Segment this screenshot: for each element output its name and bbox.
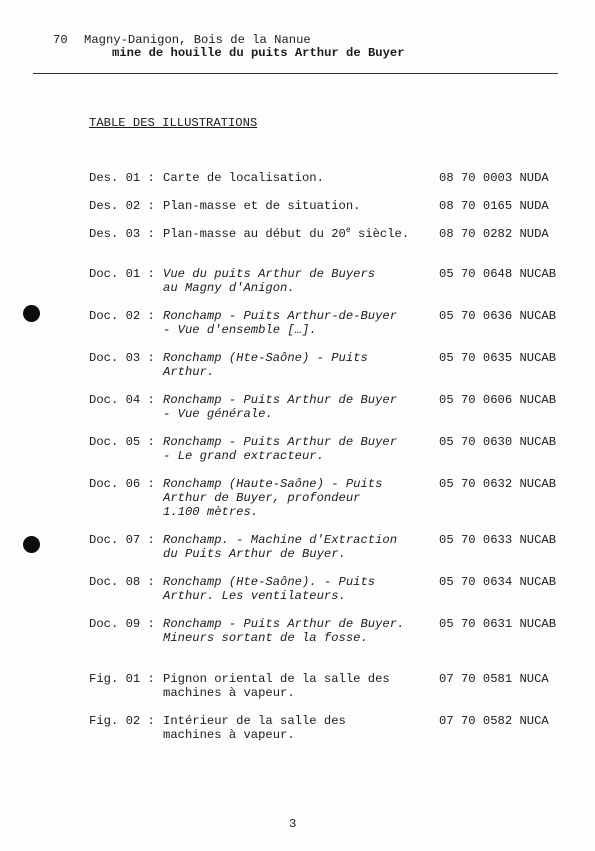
- entry-description-line: Arthur. Les ventilateurs.: [163, 589, 346, 603]
- section-title: TABLE DES ILLUSTRATIONS: [89, 116, 258, 130]
- page-number: 3: [289, 817, 297, 831]
- entry-description-line: Arthur de Buyer, profondeur: [163, 491, 361, 505]
- entry-reference: 05 70 0633 NUCAB: [439, 533, 557, 547]
- entry-description-line: Pignon oriental de la salle des: [163, 672, 390, 686]
- entry-description-line: Ronchamp - Puits Arthur de Buyer: [163, 393, 398, 407]
- superscript: e: [345, 225, 351, 235]
- hole-punch-mark-bottom: [23, 536, 40, 553]
- header-rule: [33, 73, 558, 74]
- entry-code: Fig. 01 :: [89, 672, 155, 686]
- entry-description-line: du Puits Arthur de Buyer.: [163, 547, 346, 561]
- entry-code: Doc. 09 :: [89, 617, 155, 631]
- entry-description-line: Ronchamp - Puits Arthur de Buyer: [163, 435, 398, 449]
- entry-description-line: Ronchamp - Puits Arthur-de-Buyer: [163, 309, 398, 323]
- entry-description: [163, 714, 346, 742]
- entry-reference: 08 70 0165 NUDA: [439, 199, 549, 213]
- entry-reference: 08 70 0282 NUDA: [439, 227, 549, 241]
- entry-description-line: Arthur.: [163, 365, 215, 379]
- entry-reference: 05 70 0648 NUCAB: [439, 267, 557, 281]
- entry-description: [163, 393, 397, 421]
- entry-description-line: Intérieur de la salle des: [163, 714, 346, 728]
- entry-description-line: au Magny d'Anigon.: [163, 281, 295, 295]
- entry-description: [163, 227, 409, 241]
- entry-description-line: Ronchamp - Puits Arthur de Buyer.: [163, 617, 405, 631]
- header-location: Magny-Danigon, Bois de la Nanue: [84, 33, 311, 47]
- entry-reference: 05 70 0632 NUCAB: [439, 477, 557, 491]
- entry-reference: 05 70 0635 NUCAB: [439, 351, 557, 365]
- entry-description: [163, 351, 368, 379]
- entry-code: Des. 01 :: [89, 171, 155, 185]
- header-page-ref: 70: [53, 33, 68, 47]
- entry-description: [163, 435, 397, 463]
- entry-description: [163, 533, 397, 561]
- entry-code: Fig. 02 :: [89, 714, 155, 728]
- entry-description-line: Ronchamp (Haute-Saône) - Puits: [163, 477, 383, 491]
- entry-description-line: - Le grand extracteur.: [163, 449, 324, 463]
- entry-reference: 07 70 0581 NUCA: [439, 672, 549, 686]
- entry-code: Doc. 01 :: [89, 267, 155, 281]
- entry-description-line: Plan-masse au début du 20e siècle.: [163, 225, 410, 241]
- entry-code: Des. 02 :: [89, 199, 155, 213]
- entry-reference: 05 70 0634 NUCAB: [439, 575, 557, 589]
- entry-reference: 05 70 0606 NUCAB: [439, 393, 557, 407]
- entry-description-line: machines à vapeur.: [163, 686, 295, 700]
- entry-description: [163, 477, 382, 519]
- entry-reference: 05 70 0636 NUCAB: [439, 309, 557, 323]
- entry-reference: 05 70 0630 NUCAB: [439, 435, 557, 449]
- header-title: mine de houille du puits Arthur de Buyer: [112, 46, 405, 60]
- entry-code: Doc. 03 :: [89, 351, 155, 365]
- entry-description: [163, 199, 360, 213]
- entry-reference: 08 70 0003 NUDA: [439, 171, 549, 185]
- entry-description-line: - Vue d'ensemble […].: [163, 323, 317, 337]
- entry-description: [163, 309, 397, 337]
- entry-code: Doc. 04 :: [89, 393, 155, 407]
- entry-code: Doc. 07 :: [89, 533, 155, 547]
- entry-description-line: Plan-masse et de situation.: [163, 199, 361, 213]
- entry-code: Des. 03 :: [89, 227, 155, 241]
- entry-code: Doc. 08 :: [89, 575, 155, 589]
- entry-description: [163, 575, 375, 603]
- entry-code: Doc. 05 :: [89, 435, 155, 449]
- entry-description: [163, 672, 390, 700]
- entry-description-line: Ronchamp. - Machine d'Extraction: [163, 533, 398, 547]
- entry-description: [163, 267, 375, 295]
- entry-description-line: 1.100 mètres.: [163, 505, 259, 519]
- entry-description-line: - Vue générale.: [163, 407, 273, 421]
- entry-description: [163, 171, 324, 185]
- entry-description-line: Carte de localisation.: [163, 171, 324, 185]
- entry-code: Doc. 02 :: [89, 309, 155, 323]
- entry-description-line: machines à vapeur.: [163, 728, 295, 742]
- entry-description: [163, 617, 404, 645]
- entry-description-line: Ronchamp (Hte-Saône). - Puits: [163, 575, 376, 589]
- entry-reference: 05 70 0631 NUCAB: [439, 617, 557, 631]
- entry-code: Doc. 06 :: [89, 477, 155, 491]
- hole-punch-mark-top: [23, 305, 40, 322]
- entry-description-line: Ronchamp (Hte-Saône) - Puits: [163, 351, 368, 365]
- entry-description-line: Vue du puits Arthur de Buyers: [163, 267, 376, 281]
- entry-description-line: Mineurs sortant de la fosse.: [163, 631, 368, 645]
- entry-reference: 07 70 0582 NUCA: [439, 714, 549, 728]
